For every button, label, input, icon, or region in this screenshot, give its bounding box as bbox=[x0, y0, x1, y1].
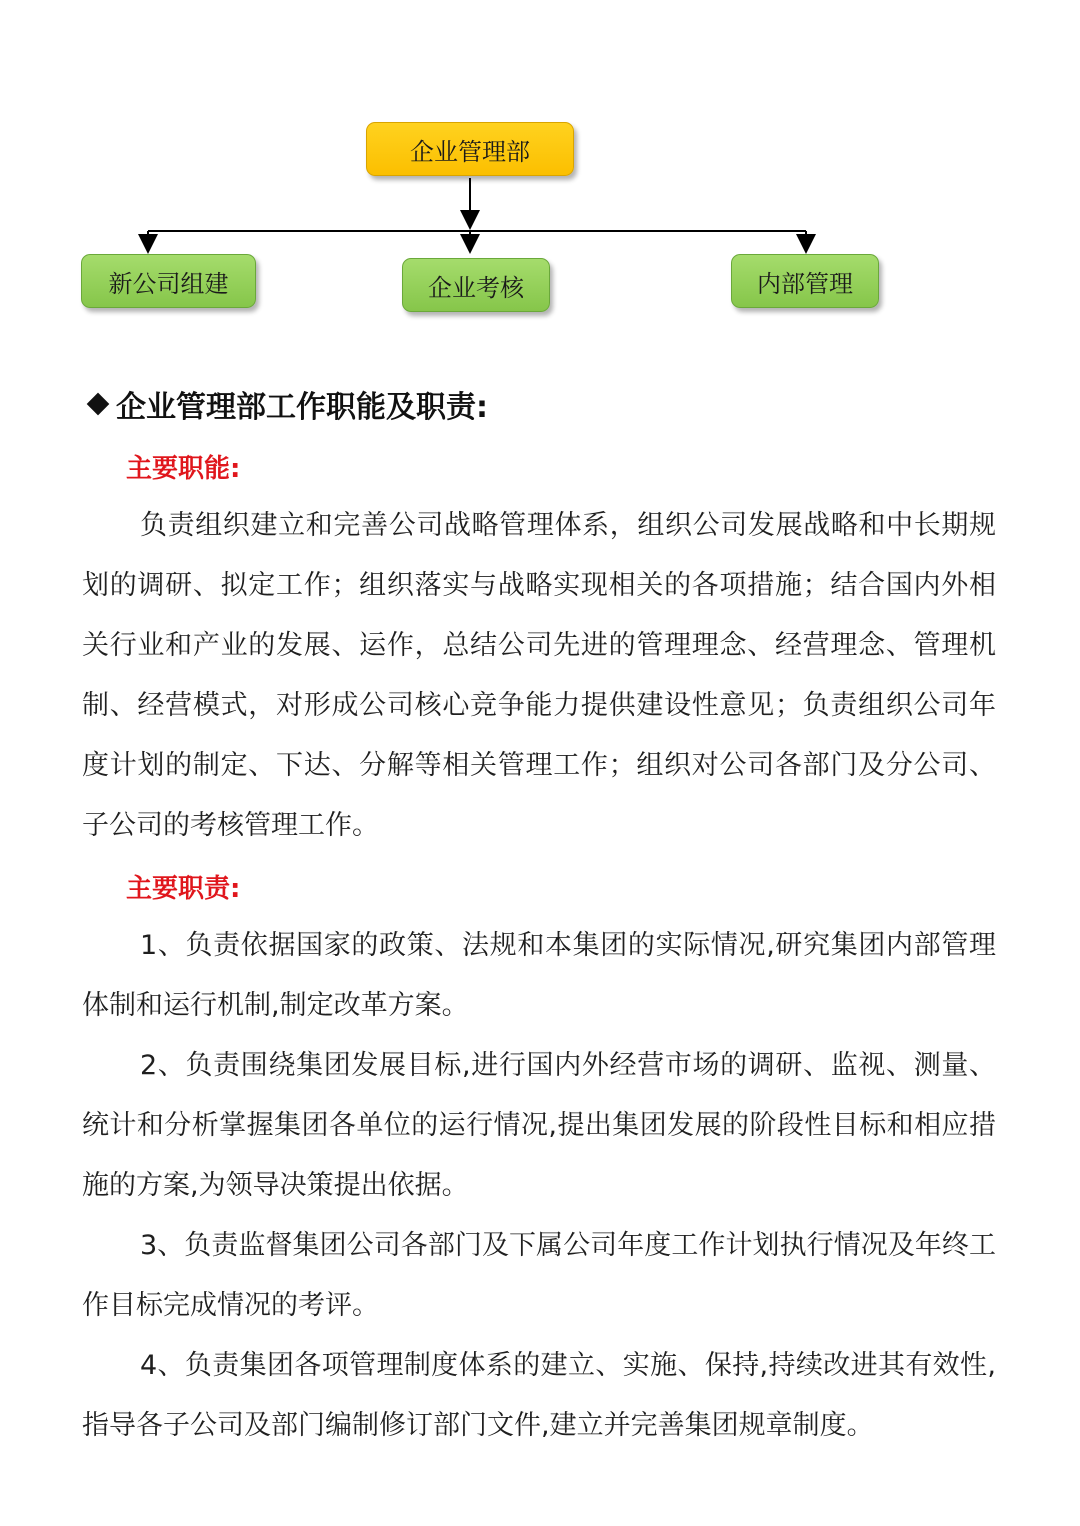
functions-paragraph: 负责组织建立和完善公司战略管理体系，组织公司发展战略和中长期规划的调研、拟定工作；组织落实与战略实现相关的各项措施；结合国内外相关行业和产业的发展、运作，总结公司先进的管理理念、经营理念、管理机制、经营模式，对形成公司核心竞争能力提供建设性意见；负责组织公司年度计划的制定、下达、分解等相关管理工作；组织对公司各部门及分公司、子公司的考核管理工作。 bbox=[82, 510, 996, 841]
org-child-label: 内部管理 bbox=[757, 269, 853, 298]
duties-heading: 主要职责: bbox=[126, 874, 241, 904]
duty-item-3: 3、负责监督集团公司各部门及下属公司年度工作计划执行情况及年终工作目标完成情况的考评。 bbox=[82, 1230, 996, 1321]
duty-item-2: 2、负责围绕集团发展目标,进行国内外经营市场的调研、监视、测量、统计和分析掌握集团各单位的运行情况,提出集团发展的阶段性目标和相应措施的方案,为领导决策提出依据。 bbox=[82, 1050, 996, 1201]
org-child-assessment bbox=[402, 258, 550, 312]
duty-item-4: 4、负责集团各项管理制度体系的建立、实施、保持,持续改进其有效性,指导各子公司及部门编制修订部门文件,建立并完善集团规章制度。 bbox=[82, 1350, 996, 1441]
org-root-box bbox=[366, 122, 574, 176]
org-child-label: 新公司组建 bbox=[108, 269, 229, 298]
org-child-label: 企业考核 bbox=[428, 273, 524, 302]
section-heading-text: 企业管理部工作职能及职责: bbox=[116, 390, 488, 425]
functions-heading: 主要职能: bbox=[126, 454, 241, 484]
diamond-bullet-icon bbox=[87, 393, 110, 416]
org-child-new-company bbox=[81, 254, 256, 308]
section-heading bbox=[84, 382, 488, 426]
org-chart bbox=[0, 0, 1080, 340]
org-child-internal-management bbox=[731, 254, 879, 308]
org-root-label: 企业管理部 bbox=[410, 137, 530, 166]
duty-item-1: 1、负责依据国家的政策、法规和本集团的实际情况,研究集团内部管理体制和运行机制,制定改革方案。 bbox=[82, 930, 996, 1021]
